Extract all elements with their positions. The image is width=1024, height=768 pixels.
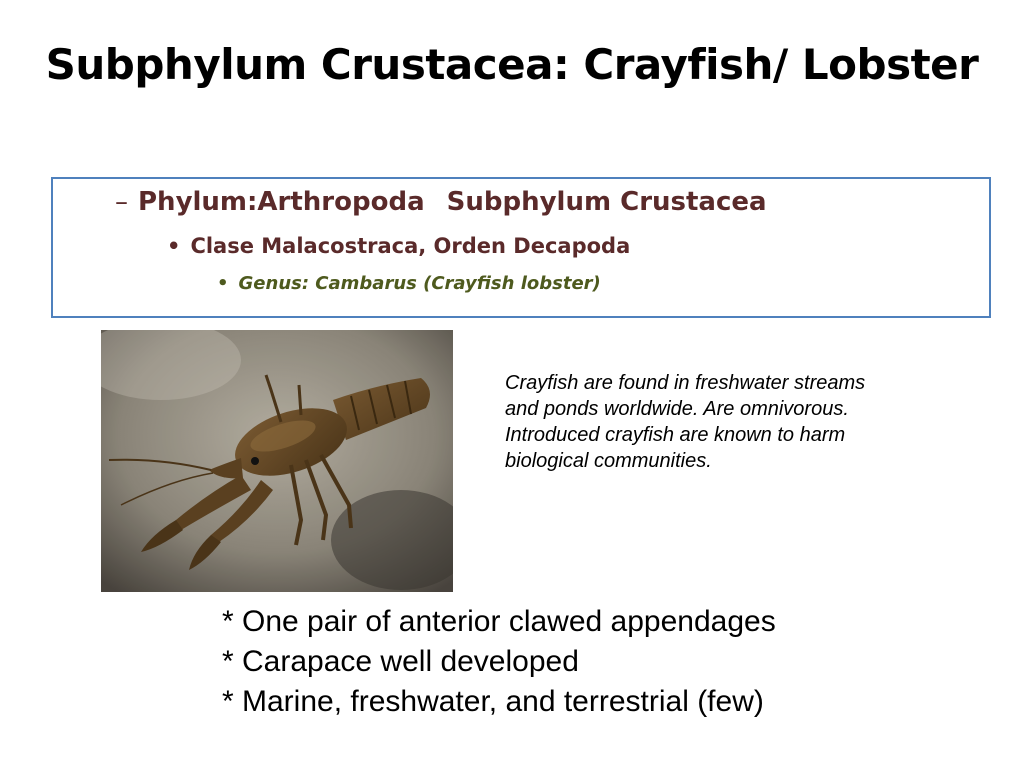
description-line: biological communities.: [505, 450, 712, 472]
traits-list: [222, 602, 982, 722]
class-order-label: Clase Malacostraca, Orden Decapoda: [190, 234, 631, 258]
description-line: Introduced crayfish are known to harm: [505, 424, 846, 446]
crayfish-description: [505, 370, 975, 474]
taxonomy-box: [51, 177, 991, 318]
crayfish-illustration: [101, 330, 453, 592]
genus-label: Genus: Cambarus (Crayfish lobster): [238, 273, 601, 294]
taxonomy-level-2: [167, 234, 630, 258]
trait-item: * Carapace well developed: [222, 645, 579, 678]
bullet-icon: •: [217, 273, 229, 294]
description-line: Crayfish are found in freshwater streams: [505, 372, 866, 394]
bullet-icon: •: [167, 234, 181, 258]
taxonomy-level-1: [115, 187, 767, 217]
taxonomy-level-3: [217, 273, 601, 294]
dash-bullet: –: [115, 187, 128, 217]
trait-item: * One pair of anterior clawed appendages: [222, 605, 776, 638]
slide-title: Subphylum Crustacea: Crayfish/ Lobster: [45, 40, 979, 89]
trait-item: * Marine, freshwater, and terrestrial (few): [222, 685, 764, 718]
crayfish-photo: [101, 330, 453, 592]
subphylum-label: Subphylum Crustacea: [446, 187, 767, 217]
description-line: and ponds worldwide. Are omnivorous.: [505, 398, 849, 420]
phylum-label: Phylum:Arthropoda: [138, 187, 425, 217]
